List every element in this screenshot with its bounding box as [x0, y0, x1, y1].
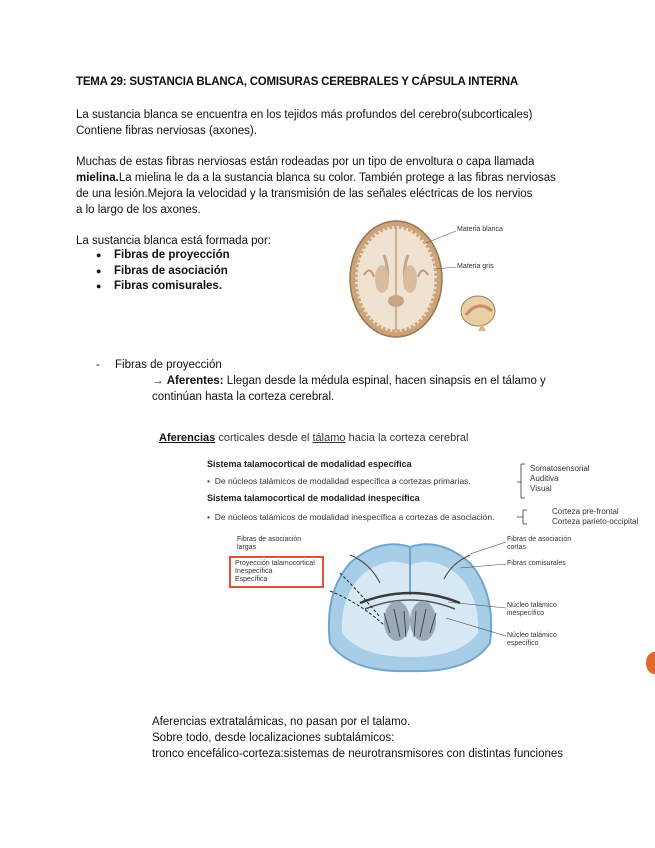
target-item: Corteza pre-frontal [552, 507, 619, 516]
system2-line [207, 512, 494, 522]
myelin-paragraph [76, 154, 556, 218]
specific-nucleus-label [507, 632, 557, 648]
bottom-line: Sobre todo, desde localizaciones subtalámicos: [152, 732, 395, 744]
bottom-line: Aferencias extratalámicas, no pasan por el talamo. [152, 716, 411, 728]
myelin-line: a lo largo de los axones. [76, 204, 201, 216]
leader-lines [440, 540, 510, 640]
white-matter-label: Materia blanca [457, 226, 503, 233]
list-item: ● Fibras comisurales. [96, 279, 230, 295]
caption-mid: corticales desde el [218, 432, 310, 444]
page-marker-icon [646, 652, 655, 674]
target-item: Somatosensorial [530, 464, 590, 473]
afferent-description [152, 373, 572, 405]
system1-targets [530, 464, 590, 494]
nonspecific-nucleus-label [507, 602, 557, 618]
dash-marker: - [96, 359, 100, 371]
label-line: Núcleo talámico [507, 602, 557, 609]
long-association-label [237, 536, 301, 552]
afferent-text: Llegan desde la médula espinal, hacen sinapsis en el tálamo y continúan hasta la corteza cerebral. [152, 375, 546, 403]
label-line: Específica [235, 576, 268, 583]
label-line: Proyección talamocortical [235, 560, 315, 567]
afferent-label: Aferentes: [166, 375, 224, 387]
bottom-line: tronco encefálico-corteza:sistemas de neurotransmisores con distintas funciones [152, 748, 564, 760]
label-line: cortas [507, 544, 527, 551]
system2-title: Sistema talamocortical de modalidad inespecífica [207, 493, 420, 503]
myelin-line [76, 170, 556, 186]
caption-end: hacia la corteza cerebral [348, 432, 469, 444]
caption-talamo: tálamo [312, 432, 346, 444]
system2-line-text: De núcleos talámicos de modalidad inespecífica a cortezas de asociación. [214, 512, 495, 522]
list-item: ● Fibras de proyección [96, 248, 230, 264]
target-item: Visual [530, 484, 552, 493]
bullet-glyph: • [207, 476, 210, 486]
intro-line: La sustancia blanca se encuentra en los tejidos más profundos del cerebro(subcorticales) [76, 109, 533, 121]
bullet-glyph: • [207, 512, 210, 522]
caption-bold: Aferencias [159, 432, 216, 444]
document-title: TEMA 29: SUSTANCIA BLANCA, COMISURAS CEREBRALES Y CÁPSULA INTERNA [76, 76, 518, 88]
target-brackets [515, 462, 529, 532]
label-line: Inespecífica [235, 568, 273, 575]
intro-line: Contiene fibras nerviosas (axones). [76, 125, 257, 137]
myelin-bold-word: mielina. [76, 172, 119, 184]
projection-heading [96, 357, 222, 373]
system1-line [207, 476, 471, 486]
system1-title: Sistema talamocortical de modalidad específica [207, 459, 412, 469]
label-line: Fibras de asociación [507, 536, 572, 543]
extrathalamic-paragraph [152, 714, 563, 762]
label-line: largas [237, 544, 257, 551]
intro-paragraph [76, 107, 532, 139]
gray-matter-label: Materia gris [457, 263, 494, 270]
projection-box [229, 556, 324, 588]
system1-line-text: De núcleos talámicos de modalidad específica a cortezas primarias. [214, 476, 471, 486]
myelin-line: de una lesión.Mejora la velocidad y la transmisión de las señales eléctricas de los nervios [76, 188, 533, 200]
commissural-label: Fibras comisurales [507, 560, 566, 567]
brain-section-illustration [340, 215, 500, 345]
list-item: ● Fibras de asociación [96, 264, 230, 280]
diagram-caption [159, 432, 468, 444]
target-item: Corteza parieto-occipital [552, 517, 639, 526]
label-line: inespecífico [507, 610, 544, 617]
label-line: Núcleo talámico [507, 632, 557, 639]
myelin-line: Muchas de estas fibras nerviosas están rodeadas por un tipo de envoltura o capa llamada [76, 156, 535, 168]
system2-targets [552, 507, 638, 527]
target-item: Auditiva [530, 474, 559, 483]
fiber-type-list [96, 248, 230, 295]
brain-section-figure [340, 215, 503, 345]
myelin-line-rest: La mielina le da a la sustancia blanca su color. También protege a las fibras nerviosas [118, 172, 556, 184]
composition-intro: La sustancia blanca está formada por: [76, 235, 271, 247]
short-association-label [507, 536, 571, 552]
label-line: específico [507, 640, 539, 647]
arrow-glyph: → [152, 375, 164, 387]
projection-heading-text: Fibras de proyección [115, 359, 222, 371]
label-line: Fibras de asociación [237, 536, 302, 543]
